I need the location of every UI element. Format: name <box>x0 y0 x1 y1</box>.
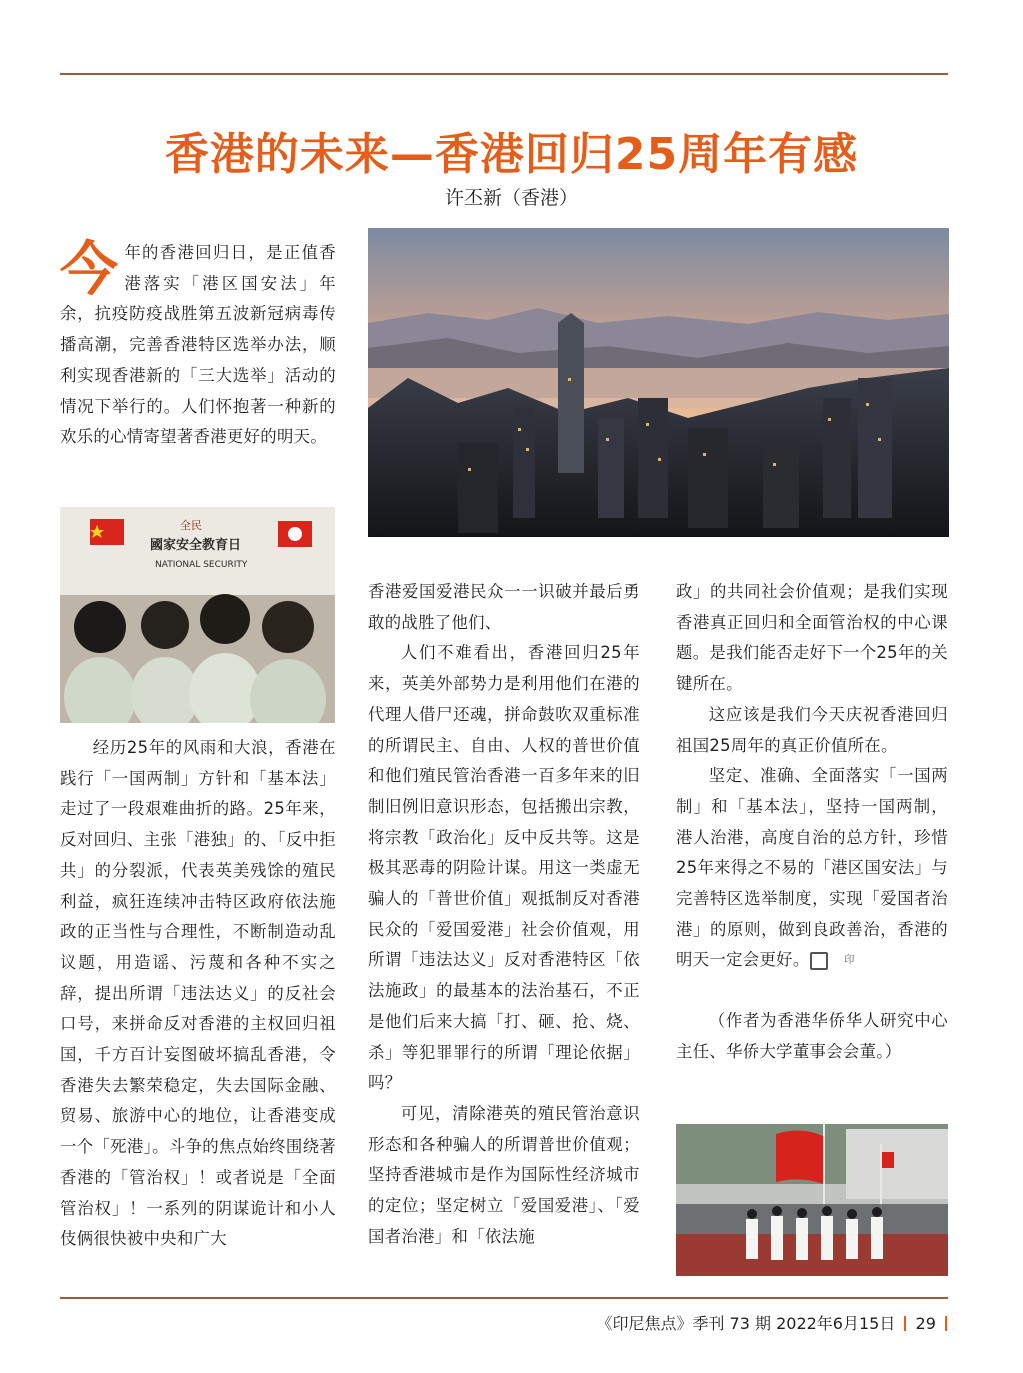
column-2-paragraph-1: 香港爱国爱港民众一一识破并最后勇敢的战胜了他们、 <box>368 582 640 632</box>
end-mark-icon: 印 <box>810 952 828 970</box>
skyline-photo <box>368 228 949 537</box>
flag-raising-photo <box>676 1124 948 1276</box>
column-2-text <box>368 577 640 1252</box>
intro-paragraph <box>60 235 336 453</box>
column-3-paragraph-3-text: 坚定、准确、全面落实「一国两制」和「基本法」，坚持一国两制，港人治港，高度自治的总方针，珍惜25年来得之不易的「港区国安法」与完善特区选举制度，实现「爱国者治港」的原则，做到良政善治，香港的明天一定会更好。 <box>676 766 948 970</box>
footer-divider <box>904 1316 906 1331</box>
banner-text-1: 全民 <box>180 519 202 532</box>
article-title: 香港的未来—香港回归25周年有感 <box>164 129 859 180</box>
drop-cap: 今 <box>60 235 119 303</box>
bottom-rule <box>60 1297 948 1299</box>
page-footer <box>596 1311 951 1334</box>
column-1-text <box>60 733 336 1255</box>
column-3-paragraph-1: 政」的共同社会价值观；是我们实现香港真正回归和全面管治权的中心课题。是我们能否走好下一个25年的关键所在。 <box>676 582 948 694</box>
intro-text: 年的香港回归日，是正值香港落实「港区国安法」年余，抗疫防疫战胜第五波新冠病毒传播高潮，完善香港特区选举办法，顺利实现香港新的「三大选举」活动的情况下举行的。人们怀抱著一种新的欢乐的心情寄望著香港更好的明天。 <box>60 243 336 447</box>
education-day-illustration <box>60 507 335 723</box>
china-flag-icon <box>776 1130 823 1184</box>
column-3-paragraph-3 <box>676 761 948 976</box>
article-author: 许丕新（香港） <box>444 187 578 209</box>
flag-raising-illustration <box>676 1124 948 1276</box>
banner-text-3: NATIONAL SECURITY <box>155 560 248 570</box>
column-1-paragraph: 经历25年的风雨和大浪，香港在践行「一国两制」方针和「基本法」走过了一段艰难曲折的路。25年来，反对回归、主张「港独」的、「反中拒共」的分裂派，代表英美残馀的殖民利益，疯狂连续冲击特区政府依法施政的正当性与合理性，不断制造动乱议题，用造谣、污蔑和各种不实之辞，提出所谓「违法达义」的反社会口号，来拼命反对香港的主权回归祖国，千方百计妄图破坏搞乱香港，令香港失去繁荣稳定，失去国际金融、贸易、旅游中心的地位，让香港变成一个「死港」。斗争的焦点始终围绕著香港的「管治权」！或者说是「全面管治权」！一系列的阴谋诡计和小人伎俩很快被中央和广大 <box>60 738 336 1249</box>
column-3-paragraph-2: 这应该是我们今天庆祝香港回归祖国25周年的真正价值所在。 <box>676 704 948 755</box>
footer-divider-end <box>945 1316 947 1331</box>
top-rule <box>60 73 948 75</box>
column-2-paragraph-2: 人们不难看出，香港回归25年来，英美外部势力是利用他们在港的代理人借尸还魂，拼命鼓吹双重标准的所谓民主、自由、人权的普世价值和他们殖民管治香港一百多年来的旧制旧例旧意识形态，包括搬出宗教，将宗教「政治化」反中反共等。这是极其恶毒的阴险计谋。用这一类虚无骗人的「普世价值」观抵制反对香港民众的「爱国爱港」社会价值观，用所谓「违法达义」反对香港特区「依法施政」的最基本的法治基石，不正是他们后来大搞「打、砸、抢、烧、杀」等犯罪罪行的所谓「理论依据」吗？ <box>368 643 640 1093</box>
page-number: 29 <box>915 1314 936 1333</box>
author-note: （作者为香港华侨华人研究中心主任、华侨大学董事会会董。） <box>676 1011 948 1061</box>
education-day-photo <box>60 507 335 723</box>
publication-info: 《印尼焦点》季刊 73 期 2022年6月15日 <box>596 1314 896 1333</box>
column-3-text <box>676 577 948 1068</box>
banner-text-2: 國家安全教育日 <box>150 538 242 553</box>
hong-kong-skyline-illustration <box>368 228 949 537</box>
hk-flag-icon <box>882 1152 894 1168</box>
column-2-paragraph-3: 可见，清除港英的殖民管治意识形态和各种骗人的所谓普世价值观；坚持香港城市是作为国际性经济城市的定位；坚定树立「爱国爱港」、「爱国者治港」和「依法施 <box>368 1103 640 1246</box>
